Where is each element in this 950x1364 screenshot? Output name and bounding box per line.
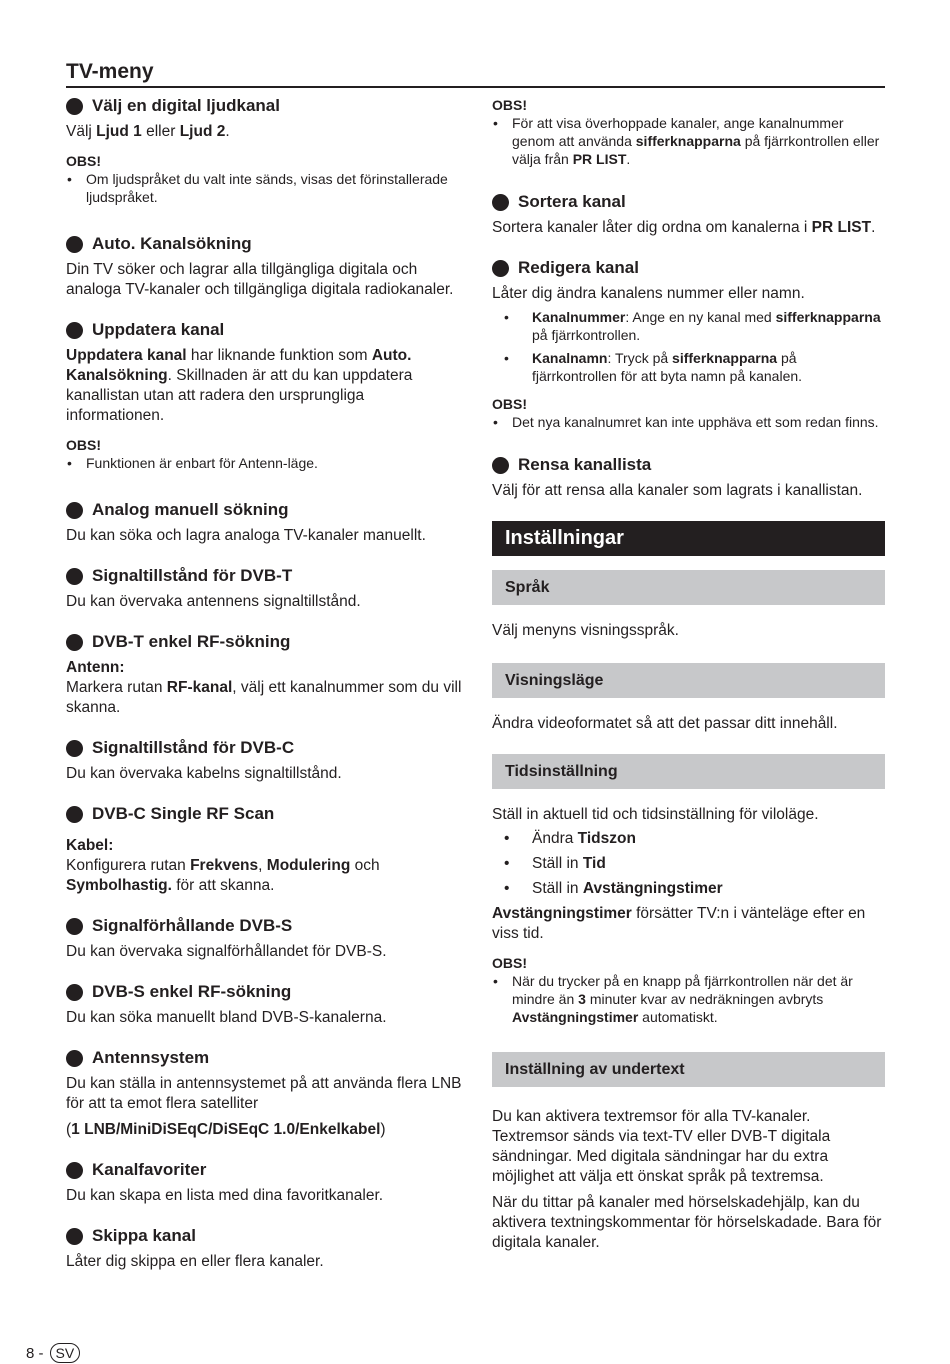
section-title: Skippa kanal [92, 1226, 196, 1245]
section-subtitle: Kabel: [66, 837, 114, 854]
right-column [492, 96, 885, 1253]
section-edit-channel [492, 258, 885, 431]
page-title: TV-meny [66, 60, 885, 88]
section-dvbt-signal [66, 566, 466, 612]
section-text: Välj Ljud 1 eller Ljud 2. [66, 123, 230, 140]
section-text: Avstängningstimer försätter TV:n i vänteläge efter en viss tid. [492, 905, 866, 942]
obs-label: OBS! [492, 97, 527, 113]
section-text-options: (1 LNB/MiniDiSEqC/DiSEqC 1.0/Enkelkabel) [66, 1121, 386, 1138]
section-subtitle: Antenn: [66, 659, 125, 676]
section-dvbs-signal [66, 916, 466, 962]
time-options-list [492, 829, 885, 899]
subheading-subtitle-setting: Inställning av undertext [492, 1052, 885, 1087]
bullet-dot-icon [66, 634, 83, 651]
section-auto-scan [66, 234, 466, 300]
section-antenna-system [66, 1048, 466, 1140]
subheading-display-mode: Visningsläge [492, 663, 885, 698]
bullet-dot-icon [66, 502, 83, 519]
section-text: Din TV söker och lagrar alla tillgängliga digitala och analoga TV-kanaler och tillgängliga digitala radiokanaler. [66, 261, 454, 298]
section-text: Ändra videoformatet så att det passar ditt innehåll. [492, 715, 838, 732]
section-title: Antennsystem [92, 1048, 210, 1067]
section-dvbs-rf [66, 982, 466, 1028]
bullet-dot-icon [66, 984, 83, 1001]
bullet-dot-icon [66, 236, 83, 253]
section-clear-list [492, 455, 885, 501]
section-text: Du kan övervaka kabelns signaltillstånd. [66, 765, 342, 782]
section-dvbt-rf [66, 632, 466, 718]
obs-note: • Om ljudspråket du valt inte sänds, visas det förinstallerade ljudspråket. [66, 170, 466, 206]
page-footer [26, 1343, 80, 1363]
section-text: Markera rutan RF-kanal, välj ett kanalnummer som du vill skanna. [66, 679, 462, 716]
section-title: DVB-S enkel RF-sökning [92, 982, 292, 1001]
left-column [66, 96, 466, 1292]
section-text: Du kan ställa in antennsystemet på att använda flera LNB för att ta emot flera satelliter [66, 1075, 462, 1112]
list-item: • Ställ in Avstängningstimer [492, 879, 885, 899]
section-text: När du tittar på kanaler med hörselskadehjälp, kan du aktivera textningskommentar för hörselskadade. Bara för digitala kanaler. [492, 1194, 882, 1251]
section-text: Du kan skapa en lista med dina favoritkanaler. [66, 1187, 384, 1204]
bullet-dot-icon [66, 1162, 83, 1179]
section-title: Auto. Kanalsökning [92, 234, 252, 253]
section-title: Signaltillstånd för DVB-T [92, 566, 293, 585]
section-title: Analog manuell sökning [92, 500, 289, 519]
bullet-dot-icon [492, 457, 509, 474]
section-text: Ställ in aktuell tid och tidsinställning för viloläge. [492, 806, 819, 823]
section-title: DVB-T enkel RF-sökning [92, 632, 291, 651]
page-number: 8 - [26, 1344, 44, 1362]
obs-label: OBS! [66, 437, 101, 453]
section-text: Du kan söka och lagra analoga TV-kanaler manuellt. [66, 527, 426, 544]
obs-note: • Det nya kanalnumret kan inte upphäva ett som redan finns. [492, 413, 885, 431]
section-text: Sortera kanaler låter dig ordna om kanalerna i PR LIST. [492, 219, 876, 236]
section-title: DVB-C Single RF Scan [92, 804, 275, 823]
subheading-language: Språk [492, 570, 885, 605]
section-title: Sortera kanal [518, 192, 626, 211]
bullet-dot-icon [66, 740, 83, 757]
settings-banner: Inställningar [492, 521, 885, 556]
section-text: Låter dig skippa en eller flera kanaler. [66, 1253, 324, 1270]
bullet-dot-icon [66, 806, 83, 823]
bullet-dot-icon [66, 568, 83, 585]
list-item: • Ställ in Tid [492, 854, 885, 874]
section-text: Du kan övervaka signalförhållandet för DVB-S. [66, 943, 387, 960]
section-dvbc-rf [66, 804, 466, 896]
section-text: Välj för att rensa alla kanaler som lagrats i kanallistan. [492, 482, 863, 499]
section-text: Du kan övervaka antennens signaltillstånd. [66, 593, 361, 610]
obs-label: OBS! [492, 396, 527, 412]
list-item: • Kanalnummer: Ange en ny kanal med sifferknapparna på fjärrkontrollen. [492, 308, 885, 344]
obs-skipped-channels [492, 96, 885, 168]
language-badge: SV [50, 1343, 81, 1363]
bullet-dot-icon [66, 1050, 83, 1067]
obs-note: • För att visa överhoppade kanaler, ange kanalnummer genom att använda sifferknapparna på fjärrkontrollen eller välja från PR LIST. [492, 114, 885, 168]
edit-options-list [492, 308, 885, 385]
section-title: Välj en digital ljudkanal [92, 96, 280, 115]
section-favorites [66, 1160, 466, 1206]
section-title: Redigera kanal [518, 258, 639, 277]
section-sort-channel [492, 192, 885, 238]
bullet-dot-icon [492, 194, 509, 211]
section-dvbc-signal [66, 738, 466, 784]
section-title: Rensa kanallista [518, 455, 652, 474]
section-title: Signalförhållande DVB-S [92, 916, 293, 935]
list-item: • Ändra Tidszon [492, 829, 885, 849]
section-title: Uppdatera kanal [92, 320, 225, 339]
bullet-dot-icon [66, 322, 83, 339]
subheading-time-setting: Tidsinställning [492, 754, 885, 789]
obs-label: OBS! [66, 153, 101, 169]
section-update-channel [66, 320, 466, 472]
section-analog-manual [66, 500, 466, 546]
section-text: Låter dig ändra kanalens nummer eller namn. [492, 285, 805, 302]
section-title: Signaltillstånd för DVB-C [92, 738, 295, 757]
bullet-dot-icon [66, 1228, 83, 1245]
section-text: Välj menyns visningsspråk. [492, 622, 679, 639]
bullet-dot-icon [66, 98, 83, 115]
list-item: • Kanalnamn: Tryck på sifferknapparna på fjärrkontrollen för att byta namn på kanalen. [492, 349, 885, 385]
obs-note: • När du trycker på en knapp på fjärrkontrollen när det är mindre än 3 minuter kvar av nedräkningen avbryts Avstängningstimer automatiskt. [492, 972, 885, 1026]
section-text: Konfigurera rutan Frekvens, Modulering och Symbolhastig. för att skanna. [66, 857, 380, 894]
section-digital-audio [66, 96, 466, 206]
section-text: Uppdatera kanal har liknande funktion som Auto. Kanalsökning. Skillnaden är att du kan uppdatera kanallistan utan att radera den ursprungliga informationen. [66, 347, 413, 424]
bullet-dot-icon [492, 260, 509, 277]
bullet-dot-icon [66, 918, 83, 935]
section-skip-channel [66, 1226, 466, 1272]
section-title: Kanalfavoriter [92, 1160, 207, 1179]
section-text: Du kan aktivera textremsor för alla TV-kanaler. Textremsor sänds via text-TV eller DVB-T digitala sändningar. Med digitala sändningar har du extra möjlighet att välja ett önskat språk på textremsa. [492, 1108, 831, 1185]
obs-label: OBS! [492, 955, 527, 971]
section-text: Du kan söka manuellt bland DVB-S-kanalerna. [66, 1009, 387, 1026]
obs-note: • Funktionen är enbart för Antenn-läge. [66, 454, 466, 472]
